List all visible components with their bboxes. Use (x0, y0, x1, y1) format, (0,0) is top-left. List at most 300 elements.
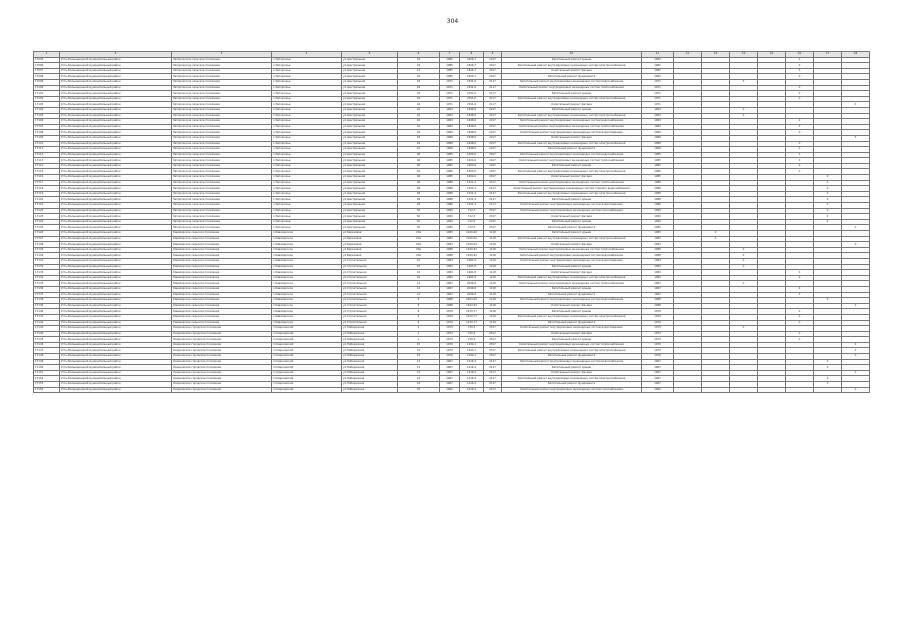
cell-plan: 1988 (642, 186, 674, 192)
cell-mark: X (786, 331, 814, 337)
cell-street: ул.Центральная (342, 107, 398, 113)
cell-id: 17151 (34, 370, 60, 376)
cell-region: Усть-Большерецкий муниципальный район (60, 242, 172, 248)
cell-mark: X (730, 253, 758, 259)
cell-settlement: Запорожское сельское поселение (172, 186, 272, 192)
cell-settlement: Озерновское городское поселение (172, 348, 272, 354)
cell-region: Усть-Большерецкий муниципальный район (60, 354, 172, 360)
cell-region: Усть-Большерецкий муниципальный район (60, 208, 172, 214)
cell-street: ул.Березовая (342, 242, 398, 248)
cell-work: Капитальный ремонт фундамента (502, 225, 642, 231)
cell-street: ул.Строительная (342, 264, 398, 270)
cell-id: 17114 (34, 163, 60, 169)
cell-region: Усть-Большерецкий муниципальный район (60, 141, 172, 147)
cell-house: 16 (398, 57, 440, 63)
cell-year: 1990 (440, 208, 460, 214)
cell-id: 17112 (34, 152, 60, 158)
cell-work: Капитальный ремонт крыши (502, 337, 642, 343)
cell-year: 1988 (440, 180, 460, 186)
cell-locality: п.Озерновский (272, 387, 342, 393)
cell-year: 1971 (440, 85, 460, 91)
cell-region: Усть-Большерецкий муниципальный район (60, 231, 172, 237)
cell-id: 17123 (34, 214, 60, 220)
cell-work: Капитальный ремонт фасада (502, 214, 642, 220)
cell-year: 1984 (440, 264, 460, 270)
cell-index: 2117 (484, 387, 502, 393)
cell-locality: с.Запорожье (272, 152, 342, 158)
cell-id: 17135 (34, 281, 60, 287)
cell-locality: с.Кавалерское (272, 314, 342, 320)
cell-mark: X (730, 79, 758, 85)
cell-mark: X (814, 175, 842, 181)
cell-mark (674, 387, 702, 393)
cell-mark: X (842, 102, 870, 108)
cell-house: 16 (398, 376, 440, 382)
cell-area: 712,3 (460, 219, 484, 225)
cell-work: Капитальный ремонт внутридомовых инженерных систем водоснабжения (502, 253, 642, 259)
cell-work: Капитальный ремонт внутридомовых инженерных систем водоотведения (502, 203, 642, 209)
cell-settlement: Кавалерское сельское поселение (172, 286, 272, 292)
cell-index: 1118 (484, 253, 502, 259)
cell-area: 1416,4 (460, 359, 484, 365)
cell-house: 1 (398, 337, 440, 343)
cell-year: 1988 (440, 186, 460, 192)
column-header: 3 (172, 52, 272, 58)
cell-locality: с.Запорожье (272, 96, 342, 102)
cell-mark: X (702, 231, 730, 237)
cell-mark: X (786, 163, 814, 169)
cell-id: 17142 (34, 320, 60, 326)
cell-mark: X (786, 275, 814, 281)
cell-mark: X (842, 354, 870, 360)
cell-id: 17147 (34, 348, 60, 354)
cell-year: 1967 (440, 281, 460, 287)
cell-plan: 1962 (642, 387, 674, 393)
cell-settlement: Запорожское сельское поселение (172, 68, 272, 74)
cell-index: 1118 (484, 247, 502, 253)
cell-mark: X (814, 359, 842, 365)
cell-settlement: Кавалерское сельское поселение (172, 258, 272, 264)
cell-house: 1 (398, 326, 440, 332)
cell-year: 1970 (440, 354, 460, 360)
cell-index: 2117 (484, 102, 502, 108)
cell-mark: X (786, 337, 814, 343)
cell-id: 17149 (34, 359, 60, 365)
cell-street: ул.Центральная (342, 124, 398, 130)
cell-index: 2517 (484, 354, 502, 360)
cell-settlement: Озерновское городское поселение (172, 326, 272, 332)
cell-area: 1521,4 (460, 186, 484, 192)
cell-year: 1967 (440, 376, 460, 382)
cell-mark (786, 387, 814, 393)
cell-settlement: Кавалерское сельское поселение (172, 298, 272, 304)
cell-id: 17148 (34, 354, 60, 360)
cell-plan: 1967 (642, 281, 674, 287)
cell-index: 2017 (484, 169, 502, 175)
cell-mark: X (786, 130, 814, 136)
cell-work: Капитальный ремонт фасада (502, 135, 642, 141)
cell-year: 1985 (440, 74, 460, 80)
cell-id: 17137 (34, 292, 60, 298)
cell-id: 17106 (34, 119, 60, 125)
cell-house: 10 (398, 275, 440, 281)
cell-street: ул.Строительная (342, 286, 398, 292)
cell-street: ул.Центральная (342, 68, 398, 74)
cell-street: ул.Центральная (342, 119, 398, 125)
cell-house: 10 (398, 264, 440, 270)
data-table (33, 51, 870, 393)
cell-locality: с.Запорожье (272, 208, 342, 214)
cell-house: 6 (398, 309, 440, 315)
cell-region: Усть-Большерецкий муниципальный район (60, 203, 172, 209)
cell-area: 730,3 (460, 331, 484, 337)
cell-region: Усть-Большерецкий муниципальный район (60, 74, 172, 80)
cell-mark: X (842, 242, 870, 248)
cell-area: 712,3 (460, 214, 484, 220)
cell-work: Капитальный ремонт внутридомовых инженерных систем теплоснабжения (502, 247, 642, 253)
cell-house: 12 (398, 365, 440, 371)
cell-work: Капитальный ремонт внутридомовых инженерных систем водоотведения (502, 130, 642, 136)
cell-house: 15 (398, 348, 440, 354)
cell-region: Усть-Большерецкий муниципальный район (60, 342, 172, 348)
cell-street: ул.Набережная (342, 370, 398, 376)
cell-plan: 1983 (642, 236, 674, 242)
cell-locality: с.Запорожье (272, 225, 342, 231)
cell-region: Усть-Большерецкий муниципальный район (60, 85, 172, 91)
cell-work: Капитальный ремонт фундамента (502, 147, 642, 153)
cell-work: Капитальный ремонт внутридомовых инженерных систем теплоснабжения (502, 342, 642, 348)
cell-mark (730, 387, 758, 393)
cell-locality: п.Озерновский (272, 359, 342, 365)
cell-region: Усть-Большерецкий муниципальный район (60, 68, 172, 74)
cell-street: ул.Центральная (342, 186, 398, 192)
cell-settlement: Запорожское сельское поселение (172, 203, 272, 209)
cell-area: 2341,6 (460, 102, 484, 108)
cell-index: 2217 (484, 113, 502, 119)
cell-work: Капитальный ремонт внутридомовых инженерных систем теплоснабжения (502, 281, 642, 287)
cell-mark: X (786, 169, 814, 175)
cell-locality: с.Запорожье (272, 147, 342, 153)
column-header: 11 (642, 52, 674, 58)
cell-id: 17133 (34, 270, 60, 276)
cell-mark: X (786, 124, 814, 130)
cell-id: 17141 (34, 314, 60, 320)
cell-house: 44 (398, 91, 440, 97)
cell-area: 1643,45 (460, 298, 484, 304)
cell-area: 1826,7 (460, 74, 484, 80)
cell-work: Капитальный ремонт фасада (502, 331, 642, 337)
cell-region: Усть-Большерецкий муниципальный район (60, 387, 172, 393)
cell-index: 2017 (484, 152, 502, 158)
cell-year: 1967 (440, 382, 460, 388)
cell-locality: с.Запорожье (272, 219, 342, 225)
cell-index: 2317 (484, 214, 502, 220)
cell-street: ул.Набережная (342, 387, 398, 393)
cell-mark (814, 387, 842, 393)
cell-index: 1118 (484, 270, 502, 276)
cell-street: ул.Набережная (342, 342, 398, 348)
cell-area: 730,3 (460, 337, 484, 343)
cell-id: 17100 (34, 85, 60, 91)
cell-work: Капитальный ремонт внутридомовых инженерных систем теплоснабжения (502, 158, 642, 164)
cell-index: 2517 (484, 342, 502, 348)
cell-street: ул.Строительная (342, 320, 398, 326)
cell-id: 17146 (34, 342, 60, 348)
cell-area: 1643,45 (460, 303, 484, 309)
cell-area: 1470,77 (460, 314, 484, 320)
cell-id: 17128 (34, 242, 60, 248)
cell-region: Усть-Большерецкий муниципальный район (60, 119, 172, 125)
cell-street: ул.Набережная (342, 359, 398, 365)
cell-year: 1985 (440, 158, 460, 164)
cell-area: 1294,1 (460, 354, 484, 360)
cell-street: ул.Березовая (342, 236, 398, 242)
cell-region: Усть-Большерецкий муниципальный район (60, 270, 172, 276)
cell-region: Усть-Большерецкий муниципальный район (60, 163, 172, 169)
column-header: 5 (342, 52, 398, 58)
cell-settlement: Запорожское сельское поселение (172, 152, 272, 158)
cell-street: ул.Березовая (342, 253, 398, 259)
cell-index: 2517 (484, 326, 502, 332)
cell-mark: X (814, 214, 842, 220)
cell-region: Усть-Большерецкий муниципальный район (60, 107, 172, 113)
cell-locality: с.Кавалерское (272, 264, 342, 270)
cell-plan: 1971 (642, 79, 674, 85)
cell-area: 1848,6 (460, 141, 484, 147)
cell-year: 1969 (440, 130, 460, 136)
cell-plan: 1970 (642, 342, 674, 348)
cell-plan: 1971 (642, 102, 674, 108)
cell-index: 1118 (484, 242, 502, 248)
cell-settlement: Кавалерское сельское поселение (172, 309, 272, 315)
cell-area: 2341,6 (460, 85, 484, 91)
cell-area: 1604,6 (460, 163, 484, 169)
cell-locality: с.Запорожье (272, 135, 342, 141)
cell-mark: X (814, 191, 842, 197)
page-number: 304 (446, 18, 459, 25)
cell-area: 1294,1 (460, 348, 484, 354)
cell-mark: X (814, 219, 842, 225)
cell-plan: 1968 (642, 141, 674, 147)
cell-work: Капитальный ремонт крыши (502, 365, 642, 371)
cell-year: 1968 (440, 141, 460, 147)
cell-index: 2417 (484, 68, 502, 74)
cell-index: 2217 (484, 124, 502, 130)
cell-house: 12 (398, 281, 440, 287)
cell-street: ул.Центральная (342, 219, 398, 225)
cell-house: 8 (398, 303, 440, 309)
cell-index: 2417 (484, 57, 502, 63)
cell-mark: X (786, 158, 814, 164)
cell-settlement: Запорожское сельское поселение (172, 141, 272, 147)
cell-work: Капитальный ремонт фасада (502, 102, 642, 108)
cell-id: 17143 (34, 326, 60, 332)
cell-settlement: Запорожское сельское поселение (172, 119, 272, 125)
cell-mark: X (842, 342, 870, 348)
cell-locality: п.Озерновский (272, 354, 342, 360)
cell-house: 46 (398, 152, 440, 158)
cell-mark: X (730, 264, 758, 270)
cell-locality: с.Кавалерское (272, 298, 342, 304)
cell-work: Капитальный ремонт крыши (502, 231, 642, 237)
cell-area: 1604,6 (460, 152, 484, 158)
column-header: 15 (758, 52, 786, 58)
cell-region: Усть-Большерецкий муниципальный район (60, 225, 172, 231)
cell-plan: 1968 (642, 135, 674, 141)
cell-work: Капитальный ремонт фундамента (502, 320, 642, 326)
cell-settlement: Запорожское сельское поселение (172, 102, 272, 108)
cell-region: Усть-Большерецкий муниципальный район (60, 152, 172, 158)
cell-region: Усть-Большерецкий муниципальный район (60, 63, 172, 69)
cell-work: Капитальный ремонт внутридомовых инженерных систем газоснабжения (502, 387, 642, 393)
cell-index: 2217 (484, 107, 502, 113)
cell-street: ул.Центральная (342, 163, 398, 169)
cell-plan: 1985 (642, 175, 674, 181)
cell-year: 1979 (440, 320, 460, 326)
cell-index: 1118 (484, 303, 502, 309)
cell-year: 1985 (440, 63, 460, 69)
cell-index: 1118 (484, 236, 502, 242)
cell-mark: X (730, 326, 758, 332)
cell-street: ул.Центральная (342, 102, 398, 108)
cell-house: 48 (398, 197, 440, 203)
cell-locality: с.Кавалерское (272, 320, 342, 326)
table-body (34, 57, 870, 393)
cell-mark: X (814, 208, 842, 214)
cell-plan: 1969 (642, 130, 674, 136)
cell-region: Усть-Большерецкий муниципальный район (60, 309, 172, 315)
cell-index: 2517 (484, 331, 502, 337)
cell-id: 17129 (34, 247, 60, 253)
cell-settlement: Кавалерское сельское поселение (172, 236, 272, 242)
cell-region: Усть-Большерецкий муниципальный район (60, 169, 172, 175)
cell-settlement: Кавалерское сельское поселение (172, 314, 272, 320)
cell-locality: с.Кавалерское (272, 281, 342, 287)
cell-year: 1971 (440, 96, 460, 102)
cell-id: 17124 (34, 219, 60, 225)
cell-plan: 1971 (642, 85, 674, 91)
cell-index: 1118 (484, 292, 502, 298)
cell-plan: 1984 (642, 270, 674, 276)
column-header: 17 (814, 52, 842, 58)
cell-plan: 1982 (642, 68, 674, 74)
cell-region: Усть-Большерецкий муниципальный район (60, 113, 172, 119)
cell-locality: с.Кавалерское (272, 303, 342, 309)
cell-mark: X (786, 91, 814, 97)
cell-area: 1826,7 (460, 63, 484, 69)
cell-plan: 1964 (642, 107, 674, 113)
cell-plan: 1967 (642, 370, 674, 376)
cell-street: ул.Набережная (342, 348, 398, 354)
cell-region: Усть-Большерецкий муниципальный район (60, 376, 172, 382)
cell-street: ул.Центральная (342, 203, 398, 209)
cell-index: 1118 (484, 320, 502, 326)
cell-settlement: Кавалерское сельское поселение (172, 292, 272, 298)
cell-region: Усть-Большерецкий муниципальный район (60, 286, 172, 292)
cell-work: Капитальный ремонт внутридомовых инженерных систем водоотведения (502, 326, 642, 332)
cell-index: 2217 (484, 119, 502, 125)
cell-plan: 1983 (642, 242, 674, 248)
cell-year: 1962 (440, 387, 460, 393)
cell-settlement: Запорожское сельское поселение (172, 135, 272, 141)
cell-id: 17132 (34, 264, 60, 270)
cell-region: Усть-Большерецкий муниципальный район (60, 348, 172, 354)
cell-index: 2117 (484, 382, 502, 388)
cell-area: 1240,42 (460, 242, 484, 248)
cell-area: 1470,77 (460, 320, 484, 326)
cell-area: 2046,8 (460, 286, 484, 292)
cell-settlement: Запорожское сельское поселение (172, 74, 272, 80)
cell-street: ул.Набережная (342, 376, 398, 382)
cell-street: ул.Набережная (342, 326, 398, 332)
cell-area: 1521,4 (460, 180, 484, 186)
cell-id: 17119 (34, 191, 60, 197)
cell-mark: X (786, 152, 814, 158)
cell-area: 2341,6 (460, 96, 484, 102)
cell-index: 2217 (484, 147, 502, 153)
cell-id: 17096 (34, 63, 60, 69)
cell-work: Капитальный ремонт крыши (502, 91, 642, 97)
cell-index: 1118 (484, 258, 502, 264)
cell-area: 730,3 (460, 326, 484, 332)
cell-plan: 1988 (642, 191, 674, 197)
cell-index: 1118 (484, 281, 502, 287)
cell-locality: с.Запорожье (272, 130, 342, 136)
cell-region: Усть-Большерецкий муниципальный район (60, 96, 172, 102)
cell-street: ул.Центральная (342, 79, 398, 85)
cell-index: 2117 (484, 359, 502, 365)
cell-locality: с.Кавалерское (272, 258, 342, 264)
cell-plan: 1988 (642, 197, 674, 203)
cell-work: Капитальный ремонт внутридомовых инженерных систем электроснабжения (502, 348, 642, 354)
cell-house: 8 (398, 298, 440, 304)
cell-index: 2517 (484, 337, 502, 343)
cell-locality: п.Озерновский (272, 365, 342, 371)
cell-mark: X (786, 63, 814, 69)
cell-settlement: Озерновское городское поселение (172, 382, 272, 388)
cell-locality: с.Запорожье (272, 180, 342, 186)
cell-index: 1118 (484, 286, 502, 292)
cell-year: 1988 (440, 303, 460, 309)
column-header: 18 (842, 52, 870, 58)
cell-house: 16 (398, 387, 440, 393)
cell-id: 17134 (34, 275, 60, 281)
cell-plan: 1984 (642, 258, 674, 264)
cell-locality: с.Запорожье (272, 63, 342, 69)
cell-index: 2517 (484, 348, 502, 354)
cell-house: 46 (398, 158, 440, 164)
cell-settlement: Запорожское сельское поселение (172, 180, 272, 186)
cell-plan: 1973 (642, 331, 674, 337)
cell-work: Капитальный ремонт фундамента (502, 292, 642, 298)
cell-id: 17108 (34, 130, 60, 136)
cell-plan: 1985 (642, 169, 674, 175)
cell-street: ул.Набережная (342, 382, 398, 388)
cell-id: 17102 (34, 96, 60, 102)
column-header: 10 (502, 52, 642, 58)
cell-street: ул.Центральная (342, 225, 398, 231)
cell-region: Усть-Большерецкий муниципальный район (60, 147, 172, 153)
cell-street: ул.Центральная (342, 152, 398, 158)
cell-house: 20а (398, 247, 440, 253)
cell-street: ул.Центральная (342, 169, 398, 175)
cell-id: 17125 (34, 225, 60, 231)
cell-street: ул.Центральная (342, 141, 398, 147)
cell-plan: 1983 (642, 231, 674, 237)
cell-year: 1967 (440, 370, 460, 376)
column-header: 1 (34, 52, 60, 58)
cell-index: 2017 (484, 158, 502, 164)
